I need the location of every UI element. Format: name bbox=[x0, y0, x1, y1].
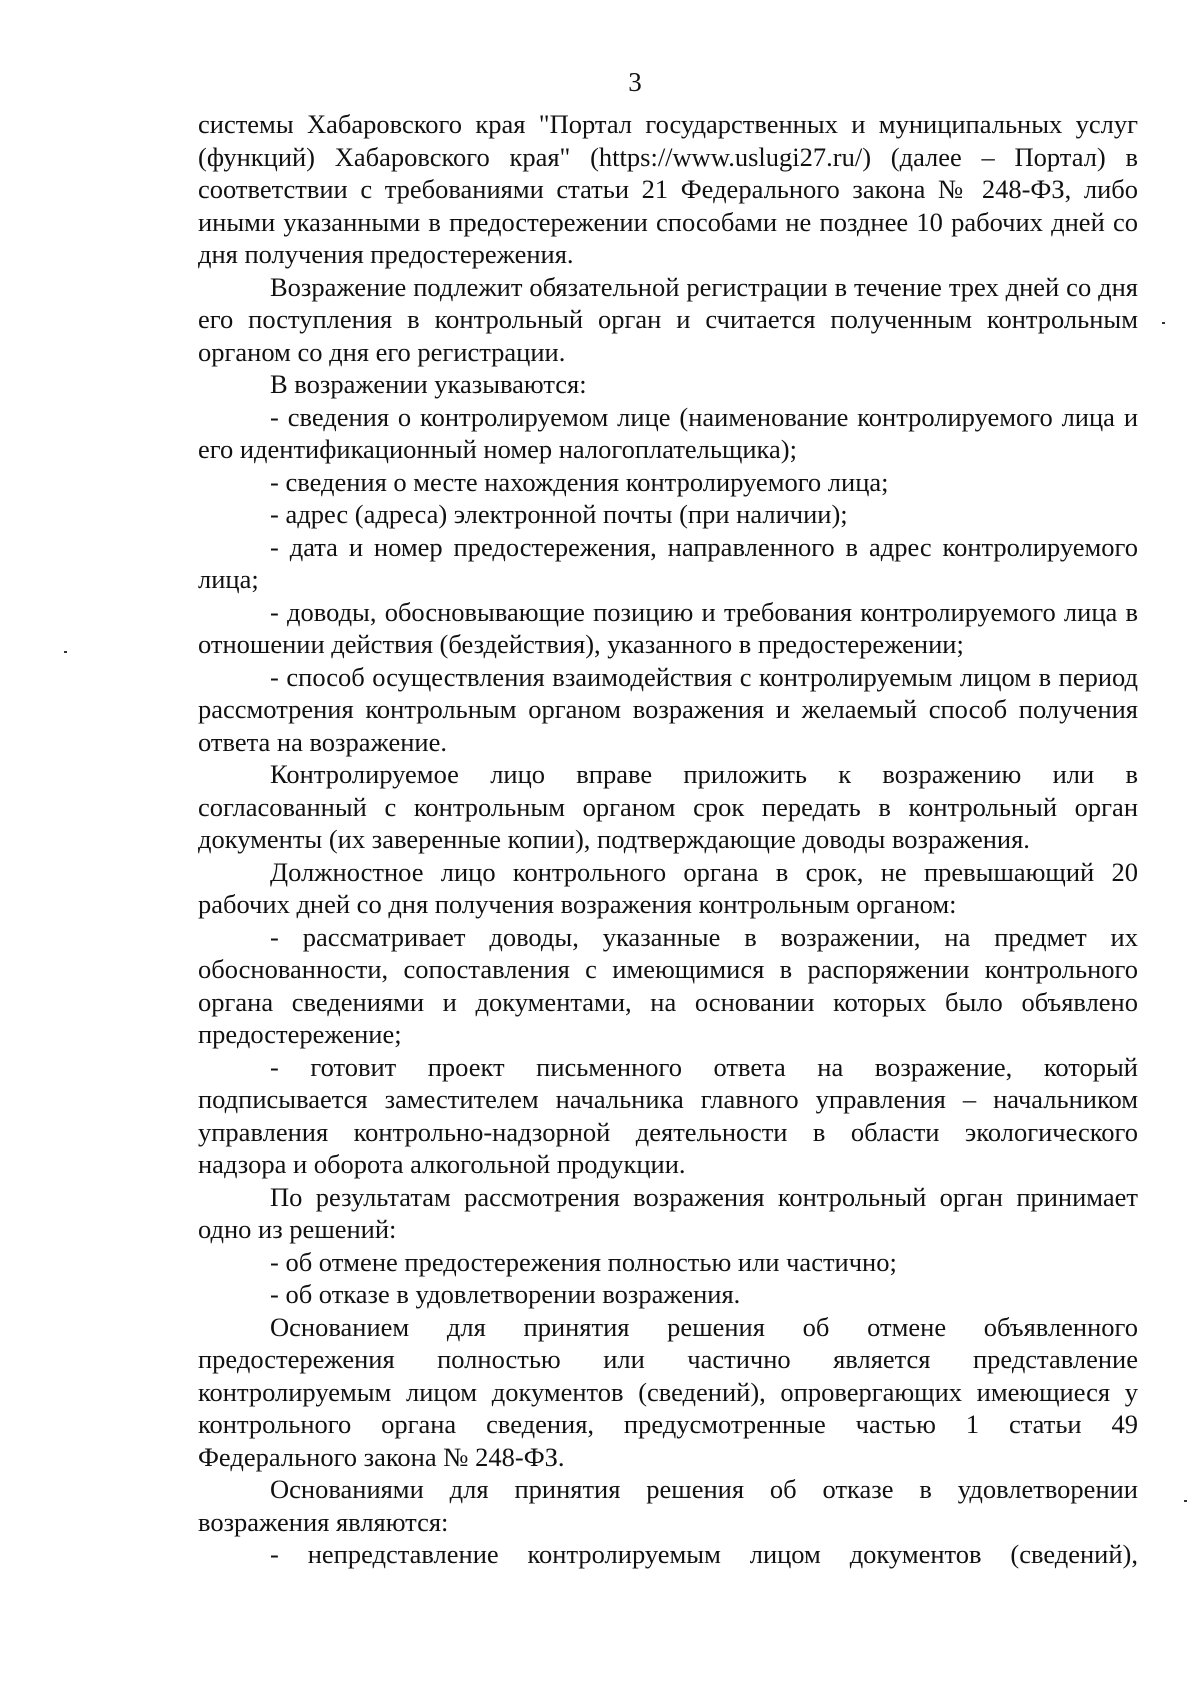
paragraph-objection-contents-intro: В возражении указываются: bbox=[270, 369, 587, 399]
scan-speck bbox=[1162, 322, 1165, 324]
paragraph-decision-intro: По результатам рассмотрения возражения контрольный орган принимает одно из решений: bbox=[198, 1181, 1138, 1244]
paragraph-cancel-grounds: Основанием для принятия решения об отмене объявленного предостережения полностью или частично является представление контролируемым лицом документов (сведений), опровергающих имеющиеся у контрольного органа сведения, предусмотренные частью 1 статьи 49 Федерального закона № 248-ФЗ. bbox=[198, 1311, 1138, 1472]
list-item-review-arguments: - рассматривает доводы, указанные в возражении, на предмет их обоснованности, сопоставления с имеющимися в распоряжении контрольного органа сведениями и документами, на основании которых было объявлено предостережение; bbox=[198, 921, 1138, 1049]
page-number: 3 bbox=[628, 67, 642, 97]
list-item-location: - сведения о месте нахождения контролируемого лица; bbox=[270, 466, 889, 497]
paragraph-attach-documents: Контролируемое лицо вправе приложить к возражению или в согласованный с контрольным органом срок передать в контрольный орган документы (их заверенные копии), подтверждающие доводы возражения. bbox=[198, 759, 1138, 854]
paragraph-refusal-grounds: Основаниями для принятия решения об отказе в удовлетворении возражения являются: bbox=[198, 1474, 1138, 1537]
list-item-cancel-warning: - об отмене предостережения полностью или частично; bbox=[270, 1246, 897, 1277]
list-item-prepare-answer: - готовит проект письменного ответа на возражение, который подписывается заместителем начальника главного управления – начальником управления контрольно-надзорной деятельности в области экологического надзора и оборота алкогольной продукции. bbox=[198, 1051, 1138, 1179]
list-item-email: - адрес (адреса) электронной почты (при наличии); bbox=[270, 499, 848, 529]
list-item-controlled-person-info: - сведения о контролируемом лице (наименование контролируемого лица и его идентификационный номер налогоплательщика); bbox=[198, 401, 1138, 464]
paragraph-objection-registration: Возражение подлежит обязательной регистрации в течение трех дней со дня его поступления в контрольный орган и считается полученным контрольным органом со дня его регистрации. bbox=[198, 271, 1138, 367]
list-item-refuse-objection: - об отказе в удовлетворении возражения. bbox=[270, 1279, 741, 1309]
list-item-warning-date-number: - дата и номер предостережения, направленного в адрес контролируемого лица; bbox=[198, 531, 1138, 594]
paragraph-portal-continuation: системы Хабаровского края "Портал государственных и муниципальных услуг (функций) Хабаровского края" (https://www.uslugi27.ru/) (далее – Портал) в соответствии с требованиями статьи 21 Федерального закона № 248-ФЗ, либо иными указанными в предостережении способами не позднее 10 рабочих дней со дня получения предостережения. bbox=[198, 109, 1138, 269]
list-item-interaction-method: - способ осуществления взаимодействия с контролируемым лицом в период рассмотрения контрольным органом возражения и желаемый способ получения ответа на возражение. bbox=[198, 661, 1138, 757]
list-item-arguments: - доводы, обосновывающие позицию и требования контролируемого лица в отношении действия (бездействия), указанного в предостережении; bbox=[198, 596, 1138, 659]
document-body bbox=[198, 108, 1138, 1571]
paragraph-official-duties: Должностное лицо контрольного органа в срок, не превышающий 20 рабочих дней со дня получения возражения контрольным органом: bbox=[198, 856, 1138, 919]
list-item-non-submission: - непредставление контролируемым лицом документов (сведений), bbox=[270, 1539, 1138, 1569]
scan-speck bbox=[1184, 1500, 1187, 1502]
scan-speck bbox=[64, 651, 67, 653]
